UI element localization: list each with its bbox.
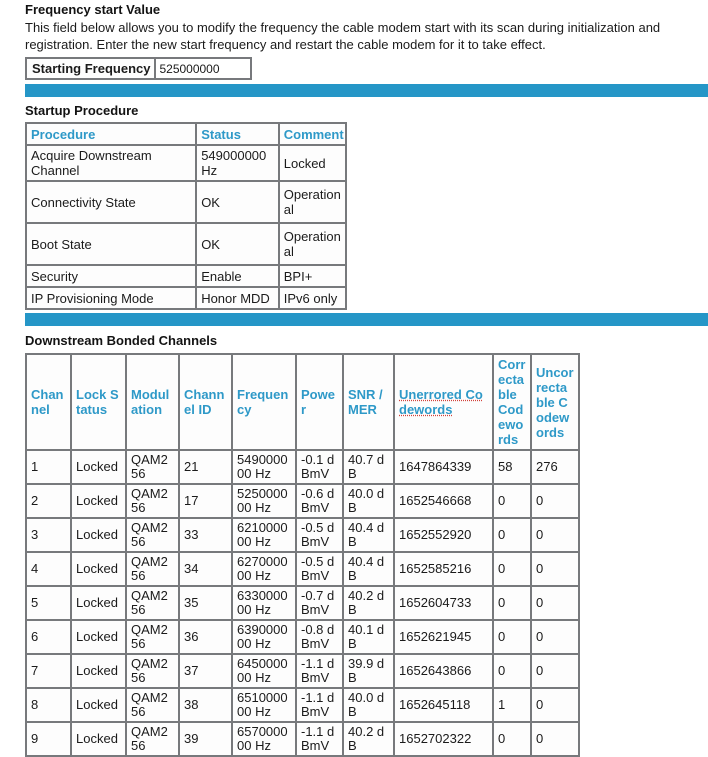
downstream-cell-modulation: QAM256 (127, 451, 180, 485)
frequency-start-value-heading: Frequency start Value (25, 2, 161, 17)
downstream-cell-modulation: QAM256 (127, 689, 180, 723)
downstream-cell-correctable-codewords: 58 (494, 451, 532, 485)
downstream-cell-channel: 2 (27, 485, 72, 519)
downstream-column-frequency: Frequency (233, 355, 297, 451)
downstream-cell-correctable-codewords: 1 (494, 689, 532, 723)
divider-bar-2-wrapper (0, 313, 708, 326)
downstream-cell-unerrored-codewords: 1652702322 (395, 723, 494, 757)
downstream-cell-frequency: 639000000 Hz (233, 621, 297, 655)
downstream-cell-power: -0.1 dBmV (297, 451, 344, 485)
startup-procedure-section (0, 103, 708, 310)
downstream-cell-frequency: 633000000 Hz (233, 587, 297, 621)
downstream-cell-channel-id: 21 (180, 451, 233, 485)
downstream-cell-modulation: QAM256 (127, 587, 180, 621)
downstream-cell-lock-status: Locked (72, 689, 127, 723)
downstream-cell-snr-mer: 40.4 dB (344, 553, 395, 587)
downstream-cell-power: -1.1 dBmV (297, 655, 344, 689)
startup-column-procedure: Procedure (27, 124, 197, 146)
downstream-cell-lock-status: Locked (72, 485, 127, 519)
downstream-cell-unerrored-codewords: 1652645118 (395, 689, 494, 723)
downstream-cell-snr-mer: 40.0 dB (344, 485, 395, 519)
downstream-cell-correctable-codewords: 0 (494, 587, 532, 621)
downstream-cell-uncorrectable-codewords: 0 (532, 587, 580, 621)
downstream-cell-correctable-codewords: 0 (494, 621, 532, 655)
downstream-column-unerrored-codewords: Unerrored Codewords (395, 355, 494, 451)
downstream-cell-power: -0.5 dBmV (297, 519, 344, 553)
downstream-cell-channel: 5 (27, 587, 72, 621)
table-row (27, 288, 347, 310)
startup-cell-procedure: Boot State (27, 224, 197, 266)
frequency-start-value-section (0, 2, 708, 80)
downstream-cell-correctable-codewords: 0 (494, 519, 532, 553)
startup-procedure-table (25, 122, 347, 310)
divider-bar-1-wrapper (0, 84, 708, 97)
downstream-cell-snr-mer: 39.9 dB (344, 655, 395, 689)
table-row (27, 146, 347, 182)
downstream-bonded-channels-table (25, 353, 580, 757)
downstream-cell-power: -1.1 dBmV (297, 723, 344, 757)
page-root (0, 2, 708, 757)
startup-cell-comment: Operational (280, 182, 347, 224)
downstream-cell-channel-id: 17 (180, 485, 233, 519)
downstream-cell-correctable-codewords: 0 (494, 723, 532, 757)
downstream-cell-uncorrectable-codewords: 0 (532, 621, 580, 655)
downstream-cell-lock-status: Locked (72, 655, 127, 689)
downstream-cell-modulation: QAM256 (127, 553, 180, 587)
downstream-cell-snr-mer: 40.4 dB (344, 519, 395, 553)
downstream-cell-channel: 4 (27, 553, 72, 587)
downstream-cell-uncorrectable-codewords: 0 (532, 553, 580, 587)
table-row (27, 553, 580, 587)
startup-cell-status: OK (197, 224, 280, 266)
downstream-cell-channel: 1 (27, 451, 72, 485)
downstream-cell-channel-id: 37 (180, 655, 233, 689)
section-divider-bar (25, 84, 708, 97)
table-row (27, 485, 580, 519)
downstream-column-lock-status: Lock Status (72, 355, 127, 451)
startup-cell-procedure: Security (27, 266, 197, 288)
downstream-cell-channel-id: 33 (180, 519, 233, 553)
startup-column-comment: Comment (280, 124, 347, 146)
startup-cell-comment: BPI+ (280, 266, 347, 288)
downstream-cell-lock-status: Locked (72, 587, 127, 621)
table-row (27, 655, 580, 689)
downstream-cell-lock-status: Locked (72, 723, 127, 757)
downstream-cell-lock-status: Locked (72, 621, 127, 655)
table-row (27, 266, 347, 288)
table-row (27, 689, 580, 723)
downstream-header-row (27, 355, 580, 451)
starting-frequency-input[interactable] (156, 59, 250, 78)
downstream-cell-frequency: 651000000 Hz (233, 689, 297, 723)
downstream-cell-snr-mer: 40.1 dB (344, 621, 395, 655)
downstream-cell-snr-mer: 40.2 dB (344, 587, 395, 621)
downstream-cell-channel: 6 (27, 621, 72, 655)
downstream-cell-snr-mer: 40.2 dB (344, 723, 395, 757)
startup-column-status: Status (197, 124, 280, 146)
startup-cell-status: Enable (197, 266, 280, 288)
downstream-cell-power: -0.7 dBmV (297, 587, 344, 621)
downstream-cell-uncorrectable-codewords: 0 (532, 519, 580, 553)
starting-frequency-table (25, 57, 252, 80)
table-row (27, 451, 580, 485)
table-row (27, 587, 580, 621)
downstream-cell-unerrored-codewords: 1652604733 (395, 587, 494, 621)
downstream-cell-modulation: QAM256 (127, 621, 180, 655)
downstream-cell-lock-status: Locked (72, 553, 127, 587)
downstream-cell-modulation: QAM256 (127, 485, 180, 519)
downstream-cell-channel-id: 38 (180, 689, 233, 723)
startup-cell-comment: Operational (280, 224, 347, 266)
downstream-cell-channel-id: 34 (180, 553, 233, 587)
section-divider-bar (25, 313, 708, 326)
startup-cell-status: Honor MDD (197, 288, 280, 310)
downstream-cell-modulation: QAM256 (127, 723, 180, 757)
downstream-column-snr-mer: SNR / MER (344, 355, 395, 451)
downstream-cell-modulation: QAM256 (127, 519, 180, 553)
downstream-cell-channel-id: 36 (180, 621, 233, 655)
table-row (27, 621, 580, 655)
downstream-cell-unerrored-codewords: 1652643866 (395, 655, 494, 689)
downstream-cell-power: -0.8 dBmV (297, 621, 344, 655)
downstream-cell-channel: 3 (27, 519, 72, 553)
downstream-cell-channel: 8 (27, 689, 72, 723)
downstream-bonded-channels-heading: Downstream Bonded Channels (25, 333, 218, 348)
starting-frequency-field-cell[interactable] (156, 59, 252, 80)
downstream-cell-snr-mer: 40.0 dB (344, 689, 395, 723)
startup-procedure-header-row (27, 124, 347, 146)
downstream-column-modulation: Modulation (127, 355, 180, 451)
downstream-cell-frequency: 627000000 Hz (233, 553, 297, 587)
downstream-cell-correctable-codewords: 0 (494, 655, 532, 689)
downstream-cell-unerrored-codewords: 1652621945 (395, 621, 494, 655)
downstream-cell-channel: 7 (27, 655, 72, 689)
startup-cell-comment: Locked (280, 146, 347, 182)
downstream-table-body (27, 451, 580, 757)
startup-cell-comment: IPv6 only (280, 288, 347, 310)
table-row (27, 519, 580, 553)
downstream-cell-channel-id: 35 (180, 587, 233, 621)
downstream-cell-correctable-codewords: 0 (494, 485, 532, 519)
downstream-cell-channel-id: 39 (180, 723, 233, 757)
downstream-cell-lock-status: Locked (72, 451, 127, 485)
table-row (27, 182, 347, 224)
downstream-column-correctable-codewords: Correctable Codewords (494, 355, 532, 451)
startup-cell-procedure: IP Provisioning Mode (27, 288, 197, 310)
downstream-cell-frequency: 621000000 Hz (233, 519, 297, 553)
table-row (27, 224, 347, 266)
table-row (27, 723, 580, 757)
downstream-cell-frequency: 645000000 Hz (233, 655, 297, 689)
downstream-cell-uncorrectable-codewords: 0 (532, 655, 580, 689)
downstream-cell-frequency: 657000000 Hz (233, 723, 297, 757)
downstream-cell-correctable-codewords: 0 (494, 553, 532, 587)
frequency-description-text: This field below allows you to modify the frequency the cable modem start with its scan during initialization and registration. Enter the new start frequency and restart the cable modem for it to take effect. (25, 20, 661, 52)
downstream-column-power: Power (297, 355, 344, 451)
downstream-cell-power: -1.1 dBmV (297, 689, 344, 723)
startup-cell-procedure: Connectivity State (27, 182, 197, 224)
startup-cell-status: 549000000 Hz (197, 146, 280, 182)
downstream-cell-unerrored-codewords: 1652552920 (395, 519, 494, 553)
downstream-column-uncorrectable-codewords: Uncorrectable Codewords (532, 355, 580, 451)
starting-frequency-row (27, 59, 252, 80)
downstream-cell-snr-mer: 40.7 dB (344, 451, 395, 485)
startup-cell-procedure: Acquire Downstream Channel (27, 146, 197, 182)
startup-cell-status: OK (197, 182, 280, 224)
downstream-cell-frequency: 525000000 Hz (233, 485, 297, 519)
downstream-bonded-channels-section (0, 333, 708, 757)
startup-procedure-heading: Startup Procedure (25, 103, 139, 118)
downstream-cell-uncorrectable-codewords: 0 (532, 485, 580, 519)
downstream-cell-lock-status: Locked (72, 519, 127, 553)
downstream-cell-power: -0.5 dBmV (297, 553, 344, 587)
downstream-column-channel: Channel (27, 355, 72, 451)
starting-frequency-label: Starting Frequency (27, 59, 156, 80)
downstream-cell-uncorrectable-codewords: 0 (532, 723, 580, 757)
downstream-cell-uncorrectable-codewords: 276 (532, 451, 580, 485)
downstream-cell-power: -0.6 dBmV (297, 485, 344, 519)
downstream-cell-channel: 9 (27, 723, 72, 757)
downstream-cell-unerrored-codewords: 1647864339 (395, 451, 494, 485)
downstream-cell-modulation: QAM256 (127, 655, 180, 689)
downstream-column-channel-id: Channel ID (180, 355, 233, 451)
downstream-cell-frequency: 549000000 Hz (233, 451, 297, 485)
downstream-cell-uncorrectable-codewords: 0 (532, 689, 580, 723)
downstream-cell-unerrored-codewords: 1652585216 (395, 553, 494, 587)
downstream-cell-unerrored-codewords: 1652546668 (395, 485, 494, 519)
